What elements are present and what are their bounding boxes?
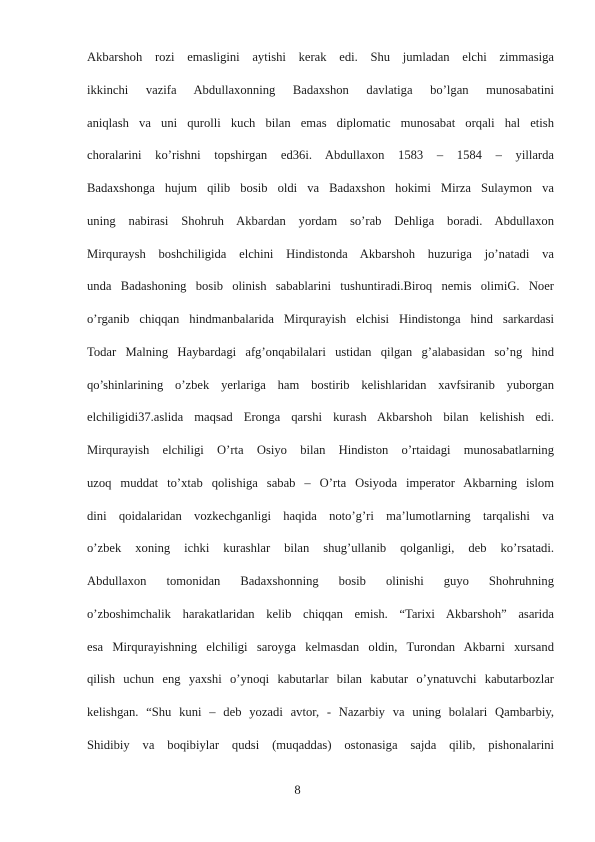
text-line: uzoq muddat to’xtab qolishiga sabab – O’rta Osiyoda imperator Akbarning islom bbox=[87, 475, 554, 490]
text-line: unda Badashoning bosib olinish sabablarini tushuntiradi.Biroq nemis olimiG. Noer bbox=[87, 279, 554, 294]
text-line: kelishgan. “Shu kuni – deb yozadi avtor, - Nazarbiy va uning bolalari Qambarbiy, bbox=[87, 705, 554, 719]
text-line: Shidibiy va boqibiylar qudsi (muqaddas) ostonasiga sajda qilib, pishonalarini bbox=[87, 737, 554, 752]
text-line: uning nabirasi Shohruh Akbardan yordam so’rab Dehliga boradi. Abdullaxon bbox=[87, 213, 554, 228]
text-line: Mirquraysh boshchiligida elchini Hindistonda Akbarshoh huzuriga jo’natadi va bbox=[87, 246, 554, 261]
text-line: ikkinchi vazifa Abdullaxonning Badaxshon davlatiga bo’lgan munosabatini bbox=[87, 82, 554, 97]
text-line: o’zbek xoning ichki kurashlar bilan shug’ullanib qolganligi, deb ko’rsatadi. bbox=[87, 541, 554, 556]
body-text bbox=[87, 41, 554, 762]
text-line: Todar Malning Haybardagi afg’onqabilalari ustidan qilgan g’alabasidan so’ng hind bbox=[87, 344, 554, 359]
page-number: 8 bbox=[294, 783, 301, 797]
text-line: o’zboshimchalik harakatlaridan kelib chiqqan emish. “Tarixi Akbarshoh” asarida bbox=[87, 606, 554, 621]
text-line: aniqlash va uni qurolli kuch bilan emas diplomatic munosabat orqali hal etish bbox=[87, 115, 554, 130]
text-line: qo’shinlarining o’zbek yerlariga ham bostirib kelishlaridan xavfsiranib yuborgan bbox=[87, 377, 554, 392]
text-line: Akbarshoh rozi emasligini aytishi kerak edi. Shu jumladan elchi zimmasiga bbox=[87, 50, 554, 64]
text-line: elchiligidi37.aslida maqsad Eronga qarshi kurash Akbarshoh bilan kelishish edi. bbox=[87, 410, 554, 425]
text-line: qilish uchun eng yaxshi o’ynoqi kabutarlar bilan kabutar o’ynatuvchi kabutarbozlar bbox=[87, 672, 554, 687]
text-line: o’rganib chiqqan hindmanbalarida Mirqurayish elchisi Hindistonga hind sarkardasi bbox=[87, 312, 554, 326]
text-line: Badaxshonga hujum qilib bosib oldi va Badaxshon hokimi Mirza Sulaymon va bbox=[87, 181, 554, 195]
text-line: choralarini ko’rishni topshirgan ed36i. Abdullaxon 1583 – 1584 – yillarda bbox=[87, 148, 554, 163]
text-line: Mirqurayish elchiligi O’rta Osiyo bilan Hindiston o’rtaidagi munosabatlarning bbox=[87, 443, 554, 457]
text-line: esa Mirqurayishning elchiligi saroyga kelmasdan oldin, Turondan Akbarni xursand bbox=[87, 639, 554, 654]
text-line: Abdullaxon tomonidan Badaxshonning bosib olinishi guyo Shohruhning bbox=[87, 574, 554, 588]
text-line: dini qoidalaridan vozkechganligi haqida noto’g’ri ma’lumotlarning tarqalishi va bbox=[87, 508, 554, 523]
